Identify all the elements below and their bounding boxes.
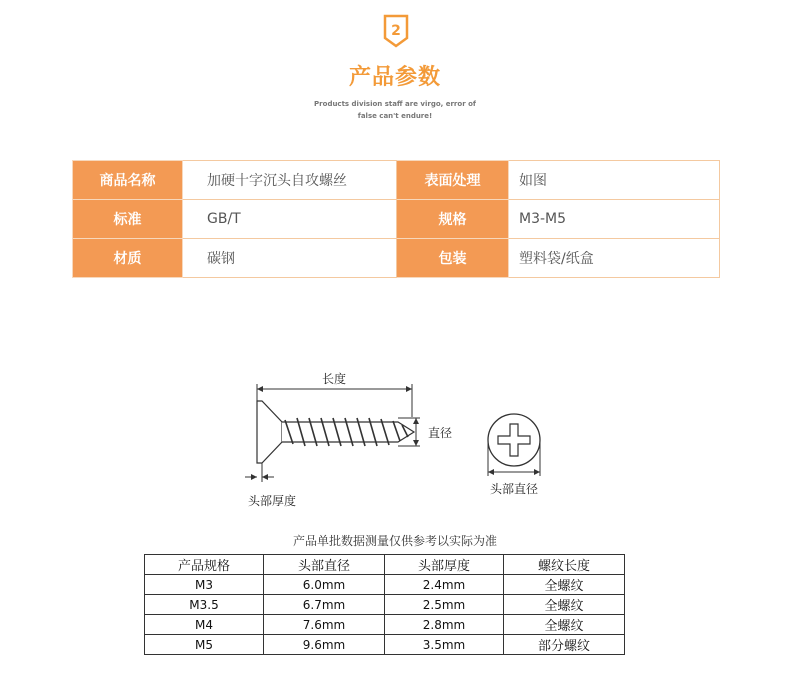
param-value: 如图: [509, 161, 720, 200]
section-title: 产品参数: [348, 65, 441, 90]
table-cell: 3.5mm: [385, 635, 504, 655]
table-cell: 7.6mm: [264, 615, 385, 635]
table-cell: 2.4mm: [385, 575, 504, 595]
spec-table: [144, 554, 625, 655]
column-header: 产品规格: [145, 555, 264, 575]
param-value: M3-M5: [509, 200, 720, 239]
screw-head-top-view-icon: [488, 414, 540, 466]
diameter-label: 直径: [428, 426, 453, 440]
table-cell: M5: [145, 635, 264, 655]
column-header: 头部厚度: [385, 555, 504, 575]
spec-header-row: [145, 555, 625, 575]
table-row: [145, 615, 625, 635]
product-params-table: [72, 160, 720, 278]
table-cell: 6.0mm: [264, 575, 385, 595]
param-value: 碳钢: [183, 239, 397, 278]
param-label: 标准: [73, 200, 183, 239]
head-thickness-arrows: [251, 474, 268, 480]
params-row: [73, 200, 720, 239]
number-badge-icon: [382, 14, 410, 48]
section-subtitle: [0, 98, 790, 122]
table-cell: M3: [145, 575, 264, 595]
param-label: 商品名称: [73, 161, 183, 200]
param-label: 表面处理: [397, 161, 509, 200]
table-cell: 6.7mm: [264, 595, 385, 615]
param-value: GB/T: [183, 200, 397, 239]
params-row: [73, 239, 720, 278]
param-label: 规格: [397, 200, 509, 239]
param-value: 加硬十字沉头自攻螺丝: [183, 161, 397, 200]
length-label: 长度: [321, 372, 347, 386]
table-cell: 2.5mm: [385, 595, 504, 615]
screw-side-view-icon: [257, 401, 414, 463]
column-header: 头部直径: [264, 555, 385, 575]
param-value: 塑料袋/纸盒: [509, 239, 720, 278]
table-cell: 部分螺纹: [504, 635, 625, 655]
table-row: [145, 575, 625, 595]
table-cell: 全螺纹: [504, 595, 625, 615]
table-cell: 全螺纹: [504, 615, 625, 635]
subtitle-line-2: false can't endure!: [357, 112, 433, 120]
column-header: 螺纹长度: [504, 555, 625, 575]
table-cell: 2.8mm: [385, 615, 504, 635]
measurement-note: 产品单批数据测量仅供参考以实际为准: [292, 534, 497, 548]
param-label: 包装: [397, 239, 509, 278]
table-cell: 全螺纹: [504, 575, 625, 595]
screw-dimension-diagram: [230, 362, 560, 522]
subtitle-line-1: Products division staff are virgo, error of: [314, 100, 476, 108]
params-row: [73, 161, 720, 200]
head-thickness-label: 头部厚度: [247, 494, 297, 508]
table-row: [145, 595, 625, 615]
param-label: 材质: [73, 239, 183, 278]
badge-number: 2: [391, 23, 401, 39]
table-cell: M4: [145, 615, 264, 635]
table-cell: M3.5: [145, 595, 264, 615]
head-diameter-label: 头部直径: [489, 482, 539, 496]
table-cell: 9.6mm: [264, 635, 385, 655]
table-row: [145, 635, 625, 655]
